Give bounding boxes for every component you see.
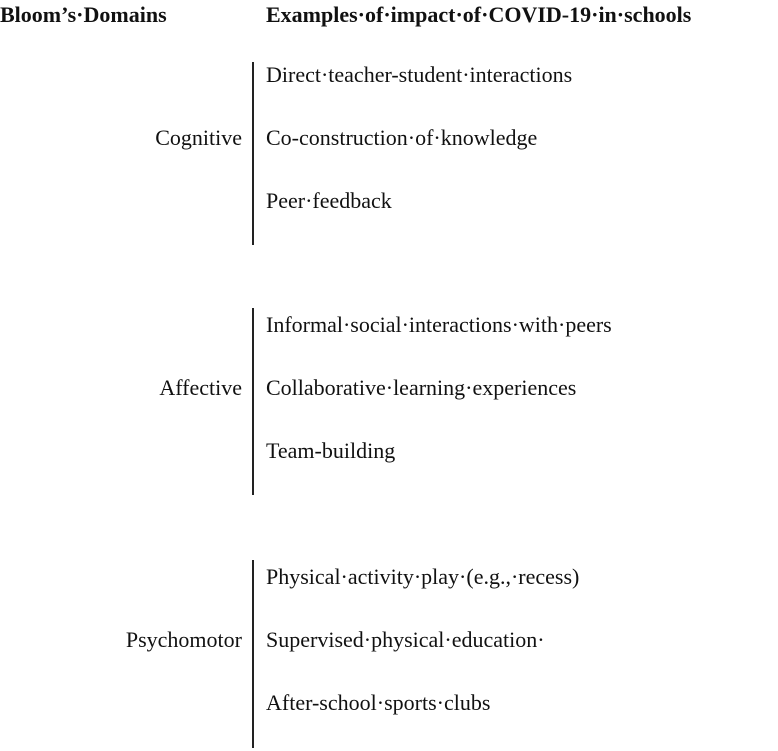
list-item: Collaborative·learning·experiences (266, 375, 577, 400)
bracket-line (252, 308, 254, 495)
list-item: Co-construction·of·knowledge (266, 125, 538, 150)
bracket-line (252, 560, 254, 748)
domain-label: Affective (159, 375, 242, 400)
list-item: Team-building (266, 438, 396, 463)
header-examples: Examples·of·impact·of·COVID-19·in·schools (266, 2, 692, 27)
bracket-line (252, 62, 254, 245)
group-psychomotor (0, 564, 778, 751)
list-item: Physical·activity·play·(e.g.,·recess) (266, 564, 580, 589)
list-item: Direct·teacher-student·interactions (266, 62, 573, 87)
header-blooms-domains: Bloom’s·Domains (0, 2, 167, 27)
list-item: Peer·feedback (266, 188, 392, 213)
group-cognitive (0, 62, 778, 247)
list-item: After-school·sports·clubs (266, 690, 491, 715)
group-affective (0, 312, 778, 497)
list-item: Supervised·physical·education· (266, 627, 545, 652)
domain-label: Psychomotor (125, 627, 242, 652)
domain-label: Cognitive (155, 125, 242, 150)
list-item: Informal·social·interactions·with·peers (266, 312, 612, 337)
